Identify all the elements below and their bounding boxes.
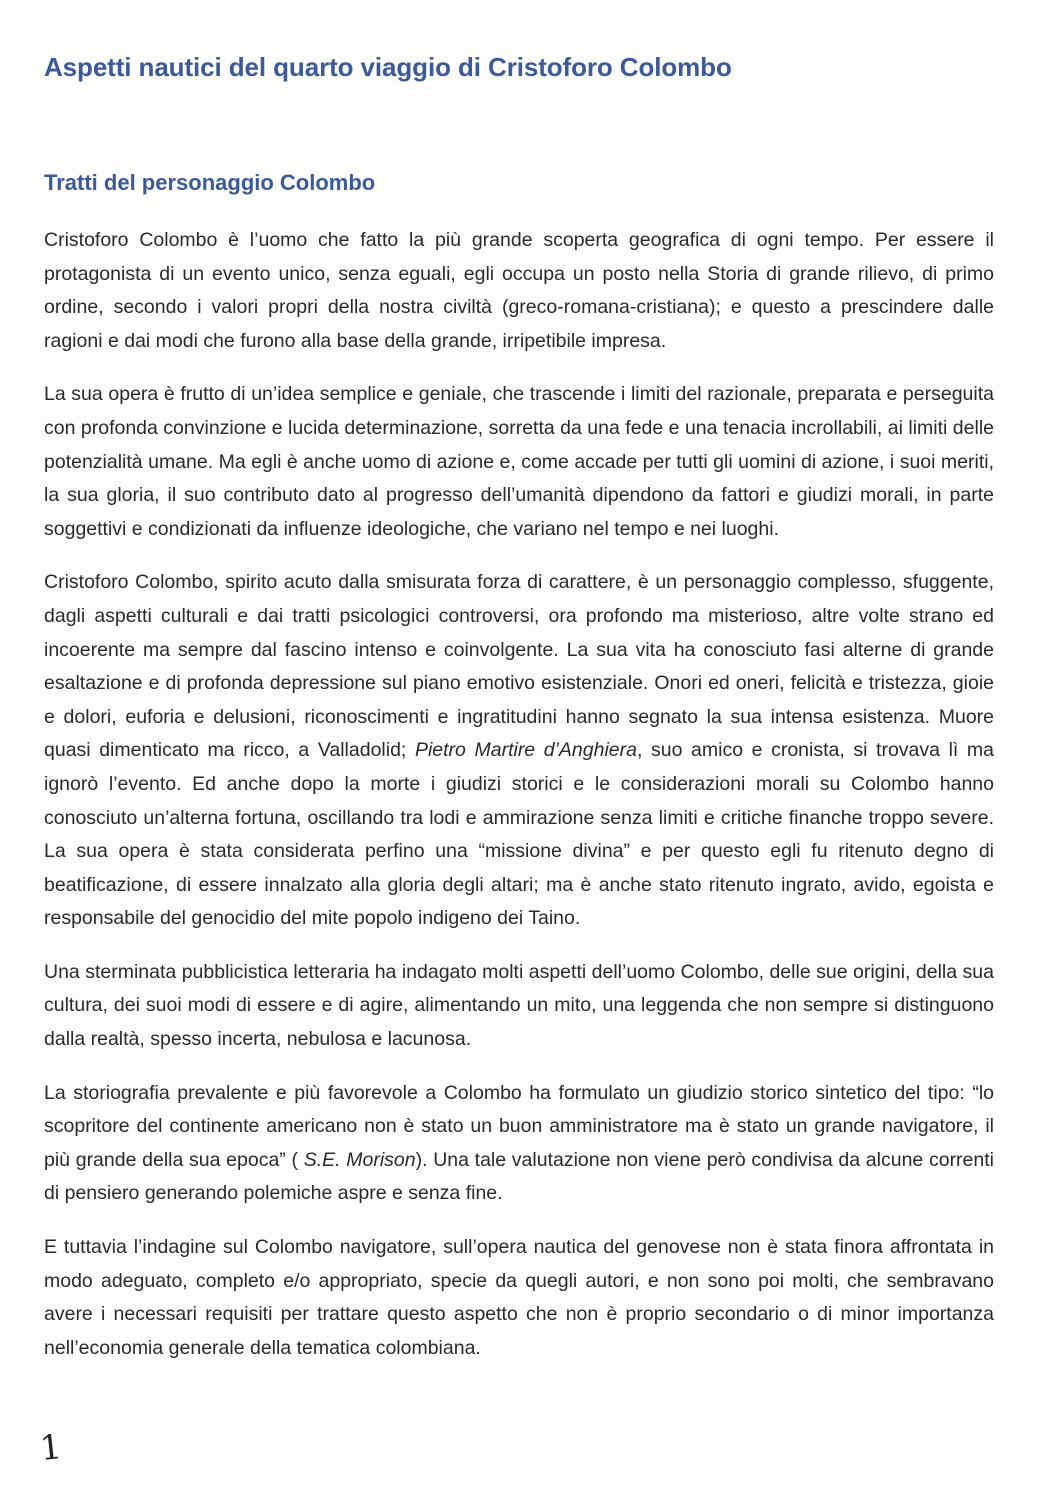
citation-italic: S.E. Morison	[303, 1148, 416, 1171]
author-name-italic: Pietro Martire d’Anghiera	[414, 739, 637, 762]
paragraph-6: E tuttavia l’indagine sul Colombo navigatore, sull’opera nautica del genovese non è stata finora affrontata in modo adeguato, completo e/o appropriato, specie da quegli autori, e non sono poi molti, che sembravano avere i necessari requisiti per trattare questo aspetto che non è proprio secondario o di minor importanza nell’economia generale della tematica colombiana.	[44, 1236, 994, 1359]
paragraph-4: Una sterminata pubblicistica letteraria ha indagato molti aspetti dell’uomo Colombo, delle sue origini, della sua cultura, dei suoi modi di essere e di agire, alimentando un mito, una leggenda che non sempre si distinguono dalla realtà, spesso incerta, nebulosa e lacunosa.	[44, 960, 994, 1051]
document-body	[44, 224, 994, 1385]
paragraph-5-text-b: ). Una tale valutazione non viene però condivisa da alcune correnti di pensiero generando polemiche aspre e senza fine.	[44, 1148, 994, 1205]
section-heading: Tratti del personaggio Colombo	[44, 170, 376, 195]
paragraph-2: La sua opera è frutto di un’idea semplice e geniale, che trascende i limiti del razionale, preparata e perseguita con profonda convinzione e lucida determinazione, sorretta da una fede e una tenacia incrollabili, ai limiti delle potenzialità umane. Ma egli è anche uomo di azione e, come accade per tutti gli uomini di azione, i suoi meriti, la sua gloria, il suo contributo dato al progresso dell’umanità dipendono da fattori e giudizi morali, in parte soggettivi e condizionati da influenze ideologiche, che variano nel tempo e nei luoghi.	[44, 383, 994, 540]
document-title: Aspetti nautici del quarto viaggio di Cristoforo Colombo	[44, 52, 732, 82]
paragraph-3	[44, 566, 994, 936]
paragraph-1: Cristoforo Colombo è l’uomo che fatto la più grande scoperta geografica di ogni tempo. Per essere il protagonista di un evento unico, senza eguali, egli occupa un posto nella Storia di grande rilievo, di primo ordine, secondo i valori propri della nostra civiltà (greco-romana-cristiana); e questo a prescindere dalle ragioni e dai modi che furono alla base della grande, irripetibile impresa.	[44, 229, 994, 352]
page-number: 1	[37, 1426, 64, 1470]
paragraph-5-text-a: La storiografia prevalente e più favorevole a Colombo ha formulato un giudizio storico sintetico del tipo: “lo scopritore del continente americano non è stato un buon amministratore ma è stato un grande navigatore, il più grande della sua epoca” (	[44, 1081, 994, 1171]
paragraph-3-text-a: Cristoforo Colombo, spirito acuto dalla smisurata forza di carattere, è un personaggio complesso, sfuggente, dagli aspetti culturali e dai tratti psicologici controversi, ora profondo ma misterioso, altre volte strano ed incoerente ma sempre dal fascino intenso e coinvolgente. La sua vita ha conosciuto fasi alterne di grande esaltazione e di profonda depressione sul piano emotivo esistenziale. Onori ed oneri, felicità e tristezza, gioie e dolori, euforia e delusioni, riconoscimenti e ingratitudini hanno segnato la sua intensa esistenza. Muore quasi dimenticato ma ricco, a Valladolid;	[44, 571, 994, 762]
paragraph-3-text-b: , suo amico e cronista, si trovava lì ma ignorò l’evento. Ed anche dopo la morte i giudizi storici e le considerazioni morali su Colombo hanno conosciuto un’alterna fortuna, oscillando tra lodi e ammirazione senza limiti e critiche finanche troppo severe. La sua opera è stata considerata perfino una “missione divina” e per questo egli fu ritenuto degno di beatificazione, di essere innalzato alla gloria degli altari; ma è anche stato ritenuto ingrato, avido, egoista e responsabile del genocidio del mite popolo indigeno dei Taino.	[44, 739, 994, 930]
paragraph-5	[44, 1077, 994, 1211]
